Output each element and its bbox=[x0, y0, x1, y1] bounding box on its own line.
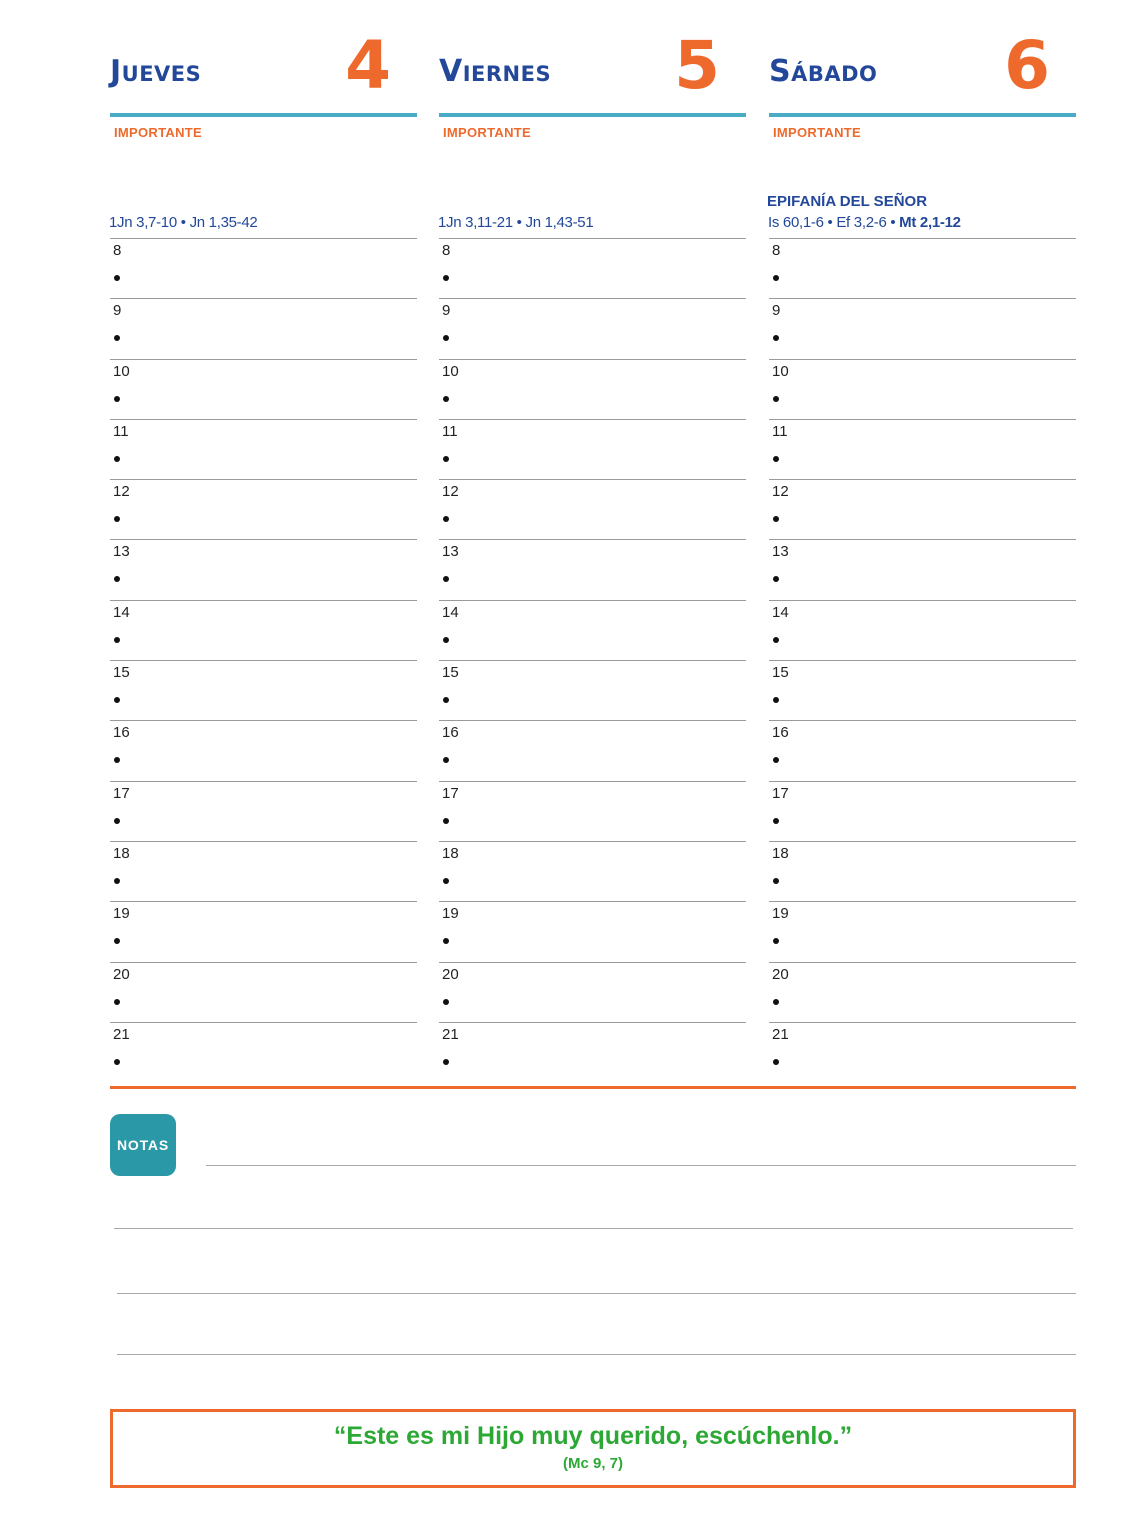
hour-label: 13 bbox=[772, 543, 789, 561]
feast-title: EPIFANÍA DEL SEÑOR bbox=[767, 193, 928, 210]
quote-text: “Este es mi Hijo muy querido, escúchenlo.” bbox=[333, 1422, 853, 1450]
half-hour-bullet bbox=[443, 456, 449, 462]
hour-label: 9 bbox=[772, 302, 781, 320]
half-hour-bullet bbox=[114, 456, 120, 462]
hour-slot[interactable] bbox=[769, 720, 1076, 780]
header-rule bbox=[769, 113, 1076, 117]
hour-label: 13 bbox=[442, 543, 459, 561]
hour-label: 18 bbox=[113, 844, 130, 862]
half-hour-bullet bbox=[114, 576, 120, 582]
hour-label: 18 bbox=[772, 844, 789, 862]
hour-label: 14 bbox=[113, 603, 130, 621]
half-hour-bullet bbox=[114, 697, 120, 703]
hour-label: 14 bbox=[442, 603, 459, 621]
half-hour-bullet bbox=[443, 757, 449, 763]
hour-slot[interactable] bbox=[769, 600, 1076, 660]
hour-slot[interactable] bbox=[110, 841, 417, 901]
half-hour-bullet bbox=[773, 637, 779, 643]
half-hour-bullet bbox=[114, 516, 120, 522]
hour-slot[interactable] bbox=[110, 720, 417, 780]
hour-slot[interactable] bbox=[110, 600, 417, 660]
hour-label: 8 bbox=[442, 242, 451, 259]
hour-label: 20 bbox=[113, 965, 130, 983]
half-hour-bullet bbox=[443, 516, 449, 522]
hour-slot[interactable] bbox=[769, 479, 1076, 539]
daily-readings: Is 60,1-6 • Ef 3,2-6 • Mt 2,1-12 bbox=[768, 214, 961, 231]
half-hour-bullet bbox=[443, 1059, 449, 1065]
half-hour-bullet bbox=[114, 1059, 120, 1065]
quote-box bbox=[110, 1409, 1076, 1488]
hour-label: 9 bbox=[113, 302, 122, 320]
hour-slot[interactable] bbox=[110, 901, 417, 961]
half-hour-bullet bbox=[773, 999, 779, 1005]
hour-label: 11 bbox=[113, 422, 129, 440]
hour-label: 12 bbox=[442, 483, 459, 501]
hour-label: 10 bbox=[772, 362, 789, 380]
hour-slot[interactable] bbox=[110, 298, 417, 358]
hour-label: 18 bbox=[442, 844, 459, 862]
half-hour-bullet bbox=[114, 818, 120, 824]
hour-label: 8 bbox=[772, 242, 781, 259]
hour-label: 17 bbox=[442, 784, 459, 802]
half-hour-bullet bbox=[773, 456, 779, 462]
hour-label: 13 bbox=[113, 543, 130, 561]
hour-label: 20 bbox=[442, 965, 459, 983]
hour-label: 17 bbox=[772, 784, 789, 802]
hour-label: 16 bbox=[772, 724, 789, 742]
half-hour-bullet bbox=[773, 938, 779, 944]
half-hour-bullet bbox=[114, 335, 120, 341]
hour-slot[interactable] bbox=[439, 781, 746, 841]
hour-slot[interactable] bbox=[110, 539, 417, 599]
half-hour-bullet bbox=[443, 697, 449, 703]
hour-label: 21 bbox=[113, 1025, 130, 1043]
day-number: 5 bbox=[674, 27, 720, 104]
hour-slots bbox=[110, 238, 417, 1082]
hour-slot[interactable] bbox=[439, 359, 746, 419]
day-number: 6 bbox=[1004, 27, 1050, 104]
hour-slot[interactable] bbox=[439, 600, 746, 660]
half-hour-bullet bbox=[443, 335, 449, 341]
hour-slot[interactable] bbox=[439, 720, 746, 780]
half-hour-bullet bbox=[443, 999, 449, 1005]
hour-slot[interactable] bbox=[110, 419, 417, 479]
half-hour-bullet bbox=[114, 938, 120, 944]
hour-slot[interactable] bbox=[110, 1022, 417, 1082]
half-hour-bullet bbox=[443, 938, 449, 944]
hour-label: 16 bbox=[113, 724, 130, 742]
hour-slot[interactable] bbox=[769, 419, 1076, 479]
importante-label: IMPORTANTE bbox=[773, 125, 861, 140]
half-hour-bullet bbox=[114, 999, 120, 1005]
half-hour-bullet bbox=[114, 275, 120, 281]
half-hour-bullet bbox=[773, 697, 779, 703]
half-hour-bullet bbox=[114, 637, 120, 643]
hour-label: 11 bbox=[442, 422, 458, 440]
hour-slot[interactable] bbox=[439, 660, 746, 720]
hour-slot[interactable] bbox=[439, 419, 746, 479]
day-name: Sábado bbox=[769, 54, 878, 89]
half-hour-bullet bbox=[443, 818, 449, 824]
hour-label: 15 bbox=[113, 664, 130, 682]
hour-slot[interactable] bbox=[439, 479, 746, 539]
importante-label: IMPORTANTE bbox=[114, 125, 202, 140]
hour-slot[interactable] bbox=[439, 238, 746, 298]
note-line[interactable] bbox=[117, 1293, 1076, 1294]
hour-slot[interactable] bbox=[439, 962, 746, 1022]
hour-label: 10 bbox=[442, 362, 459, 380]
hour-slot[interactable] bbox=[769, 238, 1076, 298]
half-hour-bullet bbox=[443, 275, 449, 281]
hour-slot[interactable] bbox=[769, 539, 1076, 599]
hour-label: 12 bbox=[772, 483, 789, 501]
notes-badge: NOTAS bbox=[110, 1114, 176, 1176]
hour-slot[interactable] bbox=[769, 660, 1076, 720]
hour-slot[interactable] bbox=[769, 901, 1076, 961]
hour-slot[interactable] bbox=[439, 539, 746, 599]
half-hour-bullet bbox=[773, 576, 779, 582]
hour-label: 14 bbox=[772, 603, 789, 621]
hour-label: 8 bbox=[113, 242, 122, 259]
hour-label: 15 bbox=[772, 664, 789, 682]
hour-label: 11 bbox=[772, 422, 788, 440]
half-hour-bullet bbox=[773, 335, 779, 341]
half-hour-bullet bbox=[443, 878, 449, 884]
hour-slot[interactable] bbox=[769, 298, 1076, 358]
half-hour-bullet bbox=[114, 396, 120, 402]
hour-slot[interactable] bbox=[439, 1022, 746, 1082]
hour-label: 16 bbox=[442, 724, 459, 742]
hour-label: 9 bbox=[442, 302, 451, 320]
hour-slot[interactable] bbox=[439, 901, 746, 961]
day-name: Jueves bbox=[110, 54, 202, 89]
hour-slot[interactable] bbox=[769, 359, 1076, 419]
header-rule bbox=[439, 113, 746, 117]
half-hour-bullet bbox=[773, 757, 779, 763]
hour-slot[interactable] bbox=[110, 479, 417, 539]
day-name: Viernes bbox=[439, 54, 552, 89]
half-hour-bullet bbox=[443, 576, 449, 582]
hour-label: 19 bbox=[442, 905, 459, 923]
hour-label: 17 bbox=[113, 784, 130, 802]
hour-slots bbox=[439, 238, 746, 1082]
header-rule bbox=[110, 113, 417, 117]
hour-slot[interactable] bbox=[769, 962, 1076, 1022]
half-hour-bullet bbox=[114, 878, 120, 884]
half-hour-bullet bbox=[773, 818, 779, 824]
half-hour-bullet bbox=[773, 1059, 779, 1065]
hour-slot[interactable] bbox=[769, 781, 1076, 841]
hour-slot[interactable] bbox=[439, 298, 746, 358]
half-hour-bullet bbox=[773, 878, 779, 884]
hour-label: 19 bbox=[113, 905, 130, 923]
note-line[interactable] bbox=[114, 1228, 1073, 1229]
hour-slot[interactable] bbox=[769, 1022, 1076, 1082]
hour-slot[interactable] bbox=[110, 238, 417, 298]
hour-slot[interactable] bbox=[110, 781, 417, 841]
daily-readings: 1Jn 3,11-21 • Jn 1,43-51 bbox=[438, 214, 594, 231]
quote-reference: (Mc 9, 7) bbox=[562, 1455, 623, 1472]
hour-label: 20 bbox=[772, 965, 789, 983]
hour-label: 19 bbox=[772, 905, 789, 923]
hour-slots bbox=[769, 238, 1076, 1082]
half-hour-bullet bbox=[114, 757, 120, 763]
hour-slot[interactable] bbox=[769, 841, 1076, 901]
hour-slot[interactable] bbox=[110, 660, 417, 720]
hour-slot[interactable] bbox=[110, 359, 417, 419]
half-hour-bullet bbox=[773, 275, 779, 281]
half-hour-bullet bbox=[773, 516, 779, 522]
hour-label: 15 bbox=[442, 664, 459, 682]
note-line[interactable] bbox=[117, 1354, 1076, 1355]
half-hour-bullet bbox=[773, 396, 779, 402]
section-divider bbox=[110, 1086, 1076, 1089]
hour-label: 21 bbox=[442, 1025, 459, 1043]
hour-label: 12 bbox=[113, 483, 130, 501]
day-number: 4 bbox=[345, 27, 391, 104]
hour-label: 21 bbox=[772, 1025, 789, 1043]
half-hour-bullet bbox=[443, 637, 449, 643]
half-hour-bullet bbox=[443, 396, 449, 402]
hour-label: 10 bbox=[113, 362, 130, 380]
hour-slot[interactable] bbox=[439, 841, 746, 901]
note-line[interactable] bbox=[206, 1165, 1076, 1166]
hour-slot[interactable] bbox=[110, 962, 417, 1022]
importante-label: IMPORTANTE bbox=[443, 125, 531, 140]
daily-readings: 1Jn 3,7-10 • Jn 1,35-42 bbox=[109, 214, 258, 231]
